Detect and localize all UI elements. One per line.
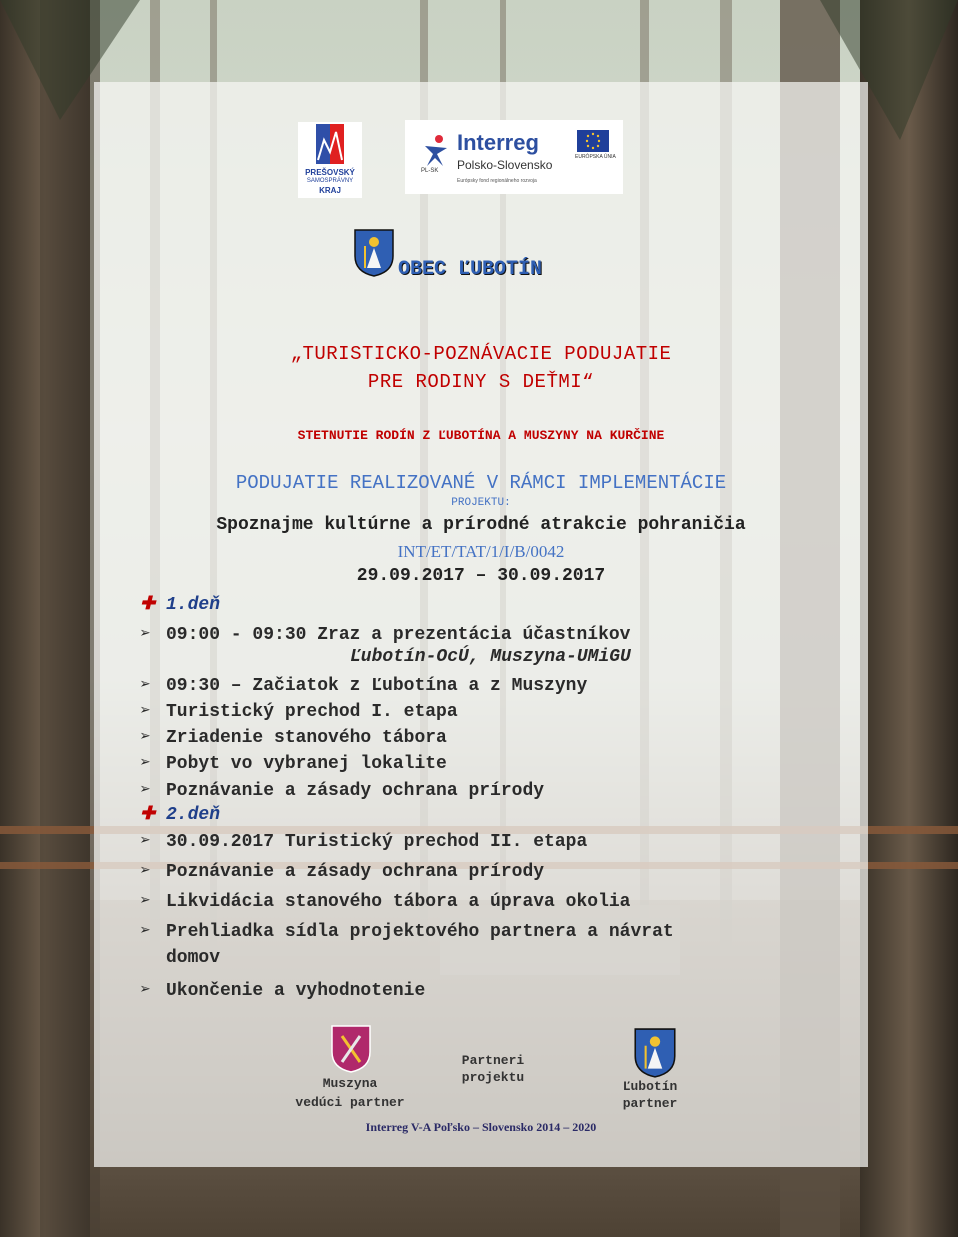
arrow-bullet-icon: ➢ — [140, 781, 151, 801]
day1-item-text: 09:30 – Začiatok z Ľubotína a z Muszyny — [166, 676, 588, 696]
arrow-bullet-icon: ➢ — [140, 862, 151, 882]
interreg-logo — [405, 120, 623, 194]
day-marker-icon: ✚ — [140, 595, 156, 615]
day2-item-text: Likvidácia stanového tábora a úprava okolia — [166, 892, 631, 912]
day1-item — [140, 674, 587, 696]
presov-region-logo — [298, 122, 362, 198]
presov-line1: PREŠOVSKÝ — [305, 168, 355, 177]
presov-line3: KRAJ — [319, 186, 341, 195]
day2-item — [140, 979, 425, 1001]
day1-item — [140, 623, 630, 645]
day1-meeting-places: Ľubotín-OcÚ, Muszyna-UMiGU — [350, 647, 631, 667]
muszyna-role: vedúci partner — [295, 1095, 405, 1110]
arrow-bullet-icon: ➢ — [140, 728, 151, 748]
arrow-bullet-icon: ➢ — [140, 922, 151, 942]
muszyna-name: Muszyna — [322, 1076, 378, 1091]
arrow-bullet-icon: ➢ — [140, 981, 151, 1001]
event-title-line2: PRE RODINY S DEŤMI“ — [367, 371, 595, 393]
arrow-bullet-icon: ➢ — [140, 676, 151, 696]
interreg-plsk-label: PL-SK — [421, 168, 439, 174]
day2-label: 2.deň — [166, 805, 221, 825]
day2-item — [140, 860, 544, 882]
event-title-line1: „TURISTICKO-POZNÁVACIE PODUJATIE — [290, 343, 672, 365]
day1-item-text: Pobyt vo vybranej lokalite — [166, 754, 447, 774]
day1-item — [140, 752, 447, 774]
implementation-line: PODUJATIE REALIZOVANÉ V RÁMCI IMPLEMENTÁCIE — [235, 472, 727, 494]
partners-line1: Partneri — [461, 1053, 525, 1068]
lubotin-name: Ľubotín — [622, 1079, 678, 1094]
eu-flag-icon — [577, 130, 609, 152]
project-name: Spoznajme kultúrne a prírodné atrakcie pohraničia — [216, 515, 746, 535]
presov-line2: SAMOSPRÁVNY — [306, 178, 354, 184]
day2-item-text: 30.09.2017 Turistický prechod II. etapa — [166, 832, 588, 852]
event-subtitle: STETNUTIE RODÍN Z ĽUBOTÍNA A MUSZYNY NA KURČINE — [297, 428, 665, 443]
event-dates: 29.09.2017 – 30.09.2017 — [356, 566, 606, 586]
day2-item — [140, 920, 674, 942]
day1-item-text: Poznávanie a zásady ochrana prírody — [166, 781, 545, 801]
arrow-bullet-icon: ➢ — [140, 625, 151, 645]
project-label: PROJEKTU: — [451, 497, 511, 509]
partners-line2: projektu — [461, 1070, 525, 1085]
interreg-name: Interreg — [457, 130, 539, 155]
day1-heading — [140, 593, 220, 615]
day1-item — [140, 726, 447, 748]
arrow-bullet-icon: ➢ — [140, 892, 151, 912]
day2-item-text: Poznávanie a zásady ochrana prírody — [166, 862, 545, 882]
program-footer: Interreg V-A Poľsko – Slovensko 2014 – 2020 — [365, 1120, 597, 1134]
lubotin-footer-crest-icon — [632, 1027, 678, 1079]
interreg-plsk-icon — [421, 134, 451, 168]
day2-item — [140, 890, 630, 912]
arrow-bullet-icon: ➢ — [140, 754, 151, 774]
arrow-bullet-icon: ➢ — [140, 702, 151, 722]
day1-item — [140, 779, 544, 801]
day2-item-continuation: domov — [166, 948, 221, 968]
eu-label: EURÓPSKA ÚNIA — [575, 154, 616, 160]
day2-item-text: Ukončenie a vyhodnotenie — [166, 981, 426, 1001]
day1-label: 1.deň — [166, 595, 221, 615]
eu-stars-icon — [577, 130, 609, 152]
lubotin-role: partner — [622, 1096, 678, 1111]
day1-item-text: 09:00 - 09:30 Zraz a prezentácia účastníkov — [166, 625, 631, 645]
interreg-fund: Európsky fond regionálneho rozvoja — [457, 178, 537, 184]
presov-emblem-icon — [298, 122, 362, 172]
day1-item-text: Turistický prechod I. etapa — [166, 702, 458, 722]
lubotin-crest-icon — [353, 228, 395, 278]
day-marker-icon: ✚ — [140, 805, 156, 825]
day2-heading — [140, 803, 220, 825]
day1-item-text: Zriadenie stanového tábora — [166, 728, 447, 748]
day2-item-text: Prehliadka sídla projektového partnera a návrat — [166, 922, 674, 942]
interreg-region: Polsko-Slovensko — [457, 158, 553, 172]
arrow-bullet-icon: ➢ — [140, 832, 151, 852]
day2-item — [140, 830, 587, 852]
muszyna-crest-icon — [330, 1024, 372, 1074]
day1-item — [140, 700, 458, 722]
municipality-name: OBEC ĽUBOTÍN — [398, 258, 543, 281]
project-code: INT/ET/TAT/1/I/B/0042 — [397, 542, 565, 561]
